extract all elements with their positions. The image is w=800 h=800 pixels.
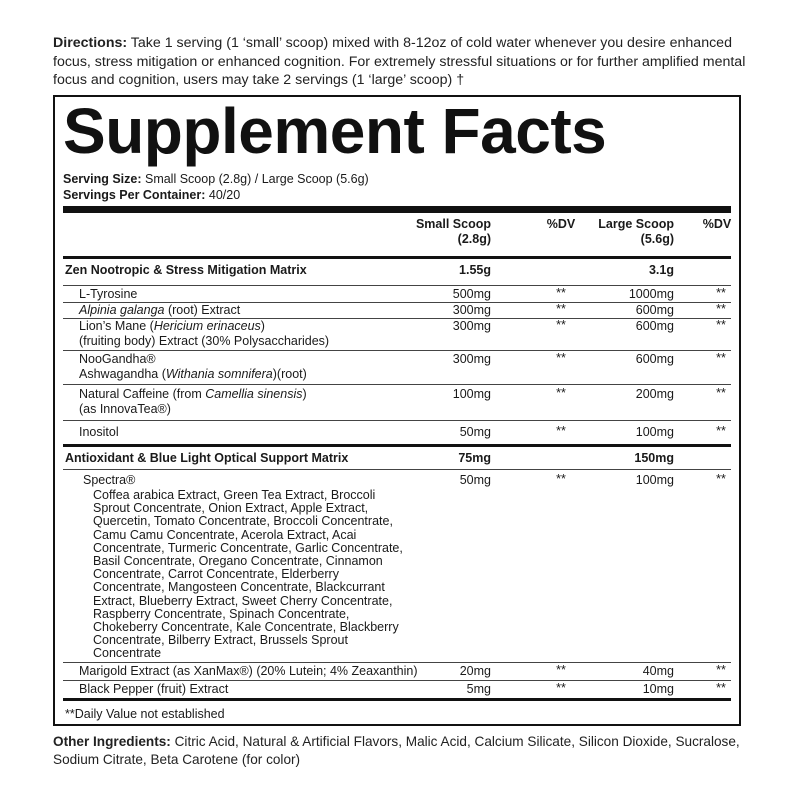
ingredient-small: 300mg — [452, 303, 491, 317]
directions-label: Directions: — [53, 35, 128, 51]
ingredient-small: 500mg — [452, 287, 491, 301]
col-large-scoop: Large Scoop (5.6g) — [598, 217, 674, 246]
col-dv-2: %DV — [702, 217, 732, 231]
ingredient-name: Natural Caffeine (from Camellia sinensis) (as InnovaTea®) — [79, 387, 307, 416]
ingredient-large: 600mg — [635, 303, 674, 317]
spectra-row — [63, 470, 731, 662]
ingredient-dv2: ** — [716, 424, 726, 438]
ingredient-row — [63, 303, 731, 318]
marigold-dv2: ** — [716, 663, 726, 677]
panel-title: Supplement Facts — [63, 95, 607, 167]
ingredient-small: 300mg — [452, 352, 491, 366]
ingredient-large: 1000mg — [628, 287, 674, 301]
black-pepper-row — [63, 681, 731, 698]
other-ingredients — [53, 733, 765, 769]
marigold-small: 20mg — [459, 664, 491, 678]
other-ingredients-label: Other Ingredients: — [53, 734, 171, 749]
ingredient-name: Inositol — [79, 425, 119, 439]
serving-size-label: Serving Size: — [63, 172, 142, 186]
serving-info — [63, 171, 731, 203]
serving-size-value: Small Scoop (2.8g) / Large Scoop (5.6g) — [144, 172, 369, 186]
ingredient-name: Alpinia galanga (root) Extract — [79, 303, 241, 317]
matrix2-name: Antioxidant & Blue Light Optical Support Matrix — [65, 451, 349, 465]
ingredient-large: 200mg — [635, 387, 674, 401]
spectra-dv2: ** — [716, 472, 726, 486]
ingredient-large: 600mg — [635, 352, 674, 366]
marigold-large: 40mg — [642, 664, 674, 678]
spectra-small: 50mg — [459, 473, 491, 487]
marigold-name: Marigold Extract (as XanMax®) (20% Lutein; 4% Zeaxanthin) — [79, 664, 418, 678]
spectra-large: 100mg — [635, 473, 674, 487]
ingredient-row — [63, 319, 731, 350]
ingredient-dv2: ** — [716, 318, 726, 332]
ingredient-dv: ** — [556, 351, 566, 365]
matrix1-row — [63, 259, 731, 285]
matrix1-small: 1.55g — [459, 263, 491, 277]
black-pepper-name: Black Pepper (fruit) Extract — [79, 682, 229, 696]
ingredient-dv: ** — [556, 318, 566, 332]
ingredient-row — [63, 351, 731, 384]
column-header-row — [63, 217, 731, 256]
ingredient-dv2: ** — [716, 286, 726, 300]
black-pepper-large: 10mg — [642, 682, 674, 696]
ingredient-dv: ** — [556, 286, 566, 300]
ingredient-dv: ** — [556, 386, 566, 400]
matrix2-large: 150mg — [634, 451, 674, 465]
ingredient-small: 50mg — [459, 425, 491, 439]
divider-mid — [63, 698, 731, 701]
ingredient-dv: ** — [556, 302, 566, 316]
ingredient-row — [63, 286, 731, 302]
supplement-facts-panel — [53, 95, 741, 726]
black-pepper-dv: ** — [556, 681, 566, 695]
marigold-dv: ** — [556, 663, 566, 677]
directions-body: Take 1 serving (1 ‘small’ scoop) mixed with 8-12oz of cold water whenever you desire enhanced focus, stress mitigation or enhanced cognition. For extremely stressful situations or for further amplified mental focus and cognition, users may take 2 servings (1 ‘large’ scoop) † — [53, 35, 746, 88]
matrix1-large: 3.1g — [648, 263, 674, 277]
other-ingredients-text: Citric Acid, Natural & Artificial Flavors, Malic Acid, Calcium Silicate, Silicon Dioxide, Sucralose, Sodium Citrate, Beta Carotene (for color) — [53, 734, 740, 767]
matrix2-small: 75mg — [458, 451, 491, 465]
ingredient-name: L-Tyrosine — [79, 287, 138, 301]
divider-thick — [63, 206, 731, 213]
matrix1-name: Zen Nootropic & Stress Mitigation Matrix — [65, 263, 307, 277]
ingredient-large: 600mg — [635, 319, 674, 333]
spectra-ingredient-list: Coffea arabica Extract, Green Tea Extract, Broccoli Sprout Concentrate, Onion Extract, Apple Extract, Quercetin, Tomato Concentrate, Broccoli Concentrate, Camu Camu Concentrate, Acerola Extract, Acai Concentrate, Turmeric Concentrate, Garlic Concentrate, Basil Concentrate, Oregano Concentrate, Cinnamon Concentrate, Carrot Concentrate, Elderberry Concentrate, Mangosteen Concentrate, Blackcurrant Extract, Blueberry Extract, Sweet Cherry Concentrate, Raspberry Concentrate, Spinach Concentrate, Chokeberry Concentrate, Kale Concentrate, Blackberry Concentrate, Bilberry Extract, Brussels Sprout Concentrate — [93, 488, 403, 661]
ingredient-dv: ** — [556, 424, 566, 438]
spectra-name: Spectra® — [83, 473, 136, 487]
ingredient-dv2: ** — [716, 351, 726, 365]
ingredient-name: NooGandha® Ashwagandha (Withania somnifera)(root) — [79, 352, 307, 381]
marigold-row — [63, 663, 731, 680]
spectra-dv: ** — [556, 472, 566, 486]
footnote-dv: **Daily Value not established — [65, 707, 225, 721]
ingredient-small: 100mg — [452, 387, 491, 401]
ingredient-large: 100mg — [635, 425, 674, 439]
ingredient-dv2: ** — [716, 386, 726, 400]
col-small-scoop: Small Scoop (2.8g) — [415, 217, 491, 246]
ingredient-dv2: ** — [716, 302, 726, 316]
black-pepper-small: 5mg — [466, 682, 491, 696]
directions-text — [53, 34, 765, 90]
ingredient-small: 300mg — [452, 319, 491, 333]
ingredient-row — [63, 421, 731, 444]
col-dv: %DV — [546, 217, 576, 231]
servings-per-container-value: 40/20 — [208, 188, 241, 202]
ingredient-name: Lion’s Mane (Hericium erinaceus) (fruiting body) Extract (30% Polysaccharides) — [79, 319, 330, 348]
black-pepper-dv2: ** — [716, 681, 726, 695]
ingredient-row — [63, 385, 731, 420]
matrix2-row — [63, 447, 731, 469]
servings-per-container-label: Servings Per Container: — [63, 188, 206, 202]
